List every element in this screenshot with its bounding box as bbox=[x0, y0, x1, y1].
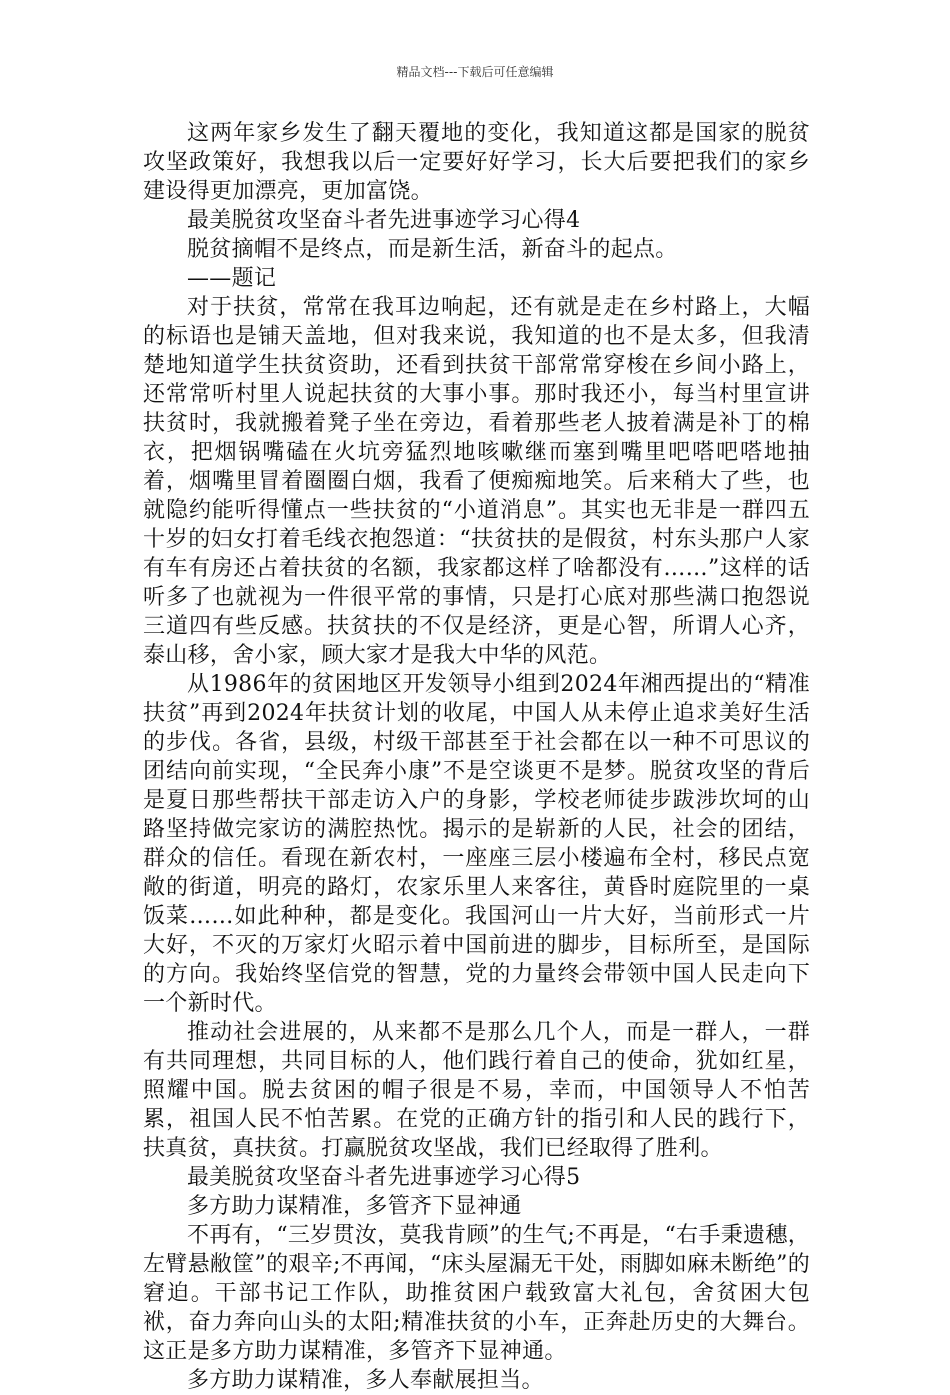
paragraph: 脱贫摘帽不是终点，而是新生活，新奋斗的起点。 bbox=[187, 237, 678, 262]
document-body bbox=[143, 119, 810, 1395]
paragraph: 推动社会进展的，从来都不是那么几个人，而是一群人，一群有共同理想，共同目标的人，他们践行着自己的使命，犹如红星，照耀中国。脱去贫困的帽子很是不易，幸而，中国领导人不怕苦累，祖国人民不怕苦累。在党的正确方针的指引和人民的践行下，扶真贫，真扶贫。打赢脱贫攻坚战，我们已经取得了胜利。 bbox=[143, 1020, 810, 1161]
paragraph: 对于扶贫，常常在我耳边响起，还有就是走在乡村路上，大幅的标语也是铺天盖地，但对我来说，我知道的也不是太多，但我清楚地知道学生扶贫资助，还看到扶贫干部常常穿梭在乡间小路上，还常常听村里人说起扶贫的大事小事。那时我还小，每当村里宣讲扶贫时，我就搬着凳子坐在旁边，看着那些老人披着满是补丁的棉衣，把烟锅嘴磕在火坑旁猛烈地咳嗽继而塞到嘴里吧嗒吧嗒地抽着，烟嘴里冒着圈圈白烟，我看了便痴痴地笑。后来稍大了些，也就隐约能听得懂点一些扶贫的“小道消息”。其实也无非是一群四五十岁的妇女打着毛线衣抱怨道：“扶贫扶的是假贫，村东头那户人家有车有房还占着扶贫的名额，我家都这样了啥都没有……”这样的话听多了也就视为一件很平常的事情，只是打心底对那些满口抱怨说三道四有些反感。扶贫扶的不仅是经济，更是心智，所谓人心齐，泰山移，舍小家，顾大家才是我大中华的风范。 bbox=[143, 295, 810, 668]
paragraph: 从1986年的贫困地区开发领导小组到2024年湘西提出的“精准扶贫”再到2024年扶贫计划的收尾，中国人从未停止追求美好生活的步伐。各省，县级，村级干部甚至于社会都在以一种不可思议的团结向前实现，“全民奔小康”不是空谈更不是梦。脱贫攻坚的背后是夏日那些帮扶干部走访入户的身影，学校老师徒步跋涉坎坷的山路坚持做完家访的满腔热忱。揭示的是崭新的人民，社会的团结，群众的信任。看现在新农村，一座座三层小楼遍布全村，移民点宽敞的街道，明亮的路灯，农家乐里人来客往，黄昏时庭院里的一桌饭菜……如此种种，都是变化。我国河山一片大好，当前形式一片大好，不灭的万家灯火昭示着中国前进的脚步，目标所至，是国际的方向。我始终坚信党的智慧，党的力量终会带领中国人民走向下一个新时代。 bbox=[143, 672, 810, 1016]
page-header: 精品文档---下载后可任意编辑 bbox=[396, 65, 554, 79]
paragraph: 多方助力谋精准，多人奉献展担当。 bbox=[187, 1368, 544, 1393]
epigraph-attribution: ——题记 bbox=[187, 266, 277, 291]
section-heading: 最美脱贫攻坚奋斗者先进事迹学习心得4 bbox=[187, 208, 581, 233]
paragraph: 这两年家乡发生了翻天覆地的变化，我知道这都是国家的脱贫攻坚政策好，我想我以后一定要好好学习，长大后要把我们的家乡建设得更加漂亮，更加富饶。 bbox=[143, 121, 810, 204]
paragraph: 多方助力谋精准，多管齐下显神通 bbox=[187, 1194, 522, 1219]
section-heading: 最美脱贫攻坚奋斗者先进事迹学习心得5 bbox=[187, 1165, 581, 1190]
paragraph: 不再有，“三岁贯汝，莫我肯顾”的生气;不再是，“右手秉遗穗，左臂悬敝筐”的艰辛;不再闻，“床头屋漏无干处，雨脚如麻未断绝”的窘迫。干部书记工作队，助推贫困户载致富大礼包，舍贫困大包袱，奋力奔向山头的太阳;精准扶贫的小车，正奔赴历史的大舞台。这正是多方助力谋精准，多管齐下显神通。 bbox=[143, 1223, 810, 1364]
